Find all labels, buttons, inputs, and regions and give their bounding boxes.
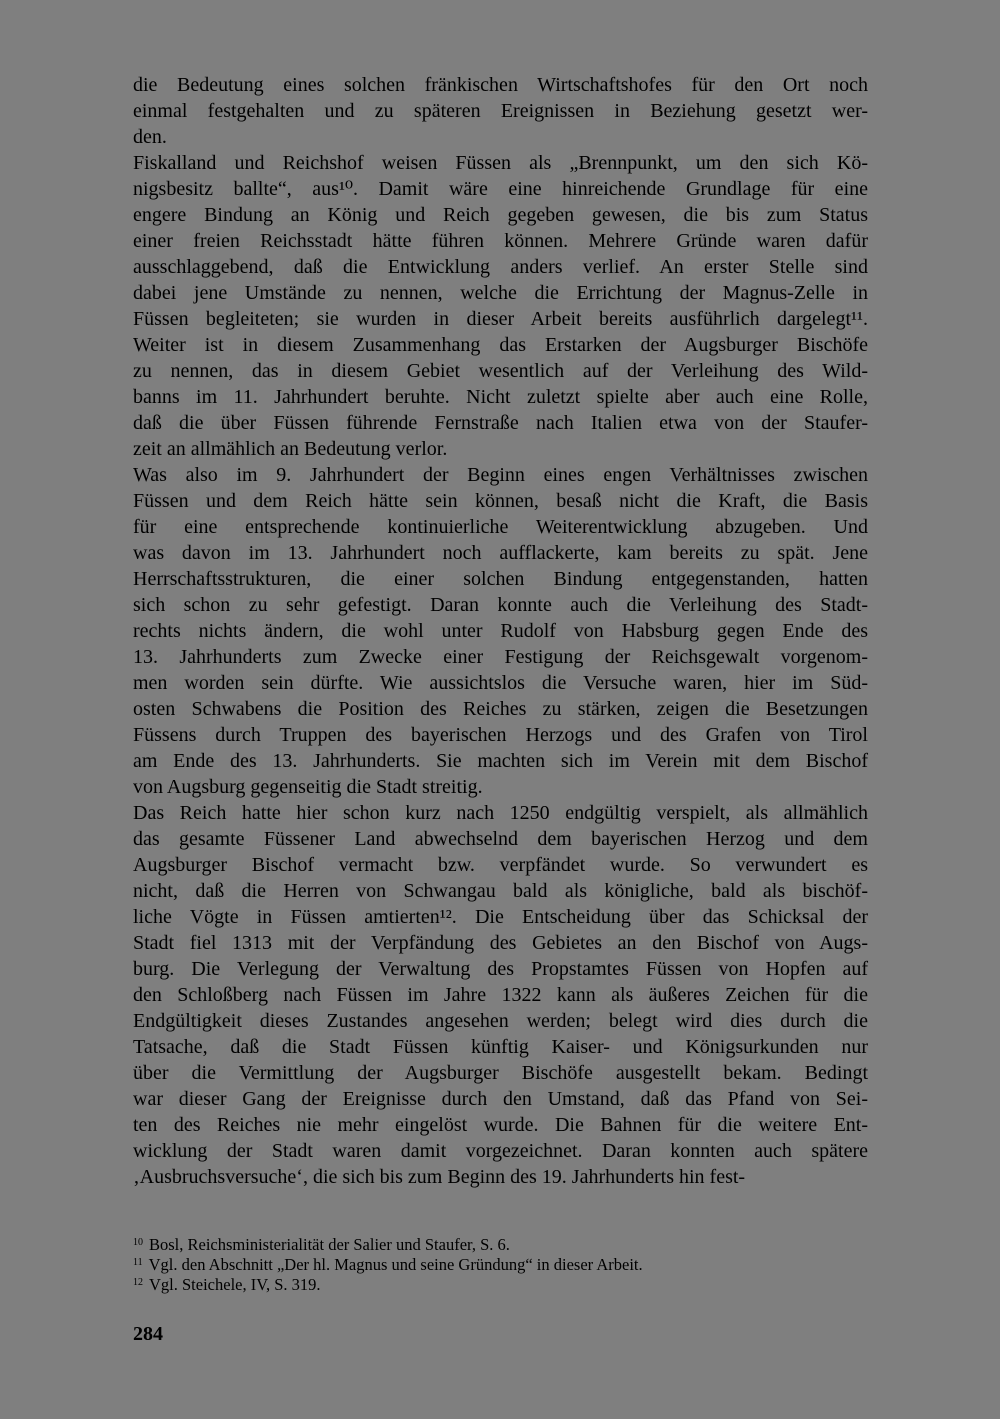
footnote-text: Vgl. Steichele, IV, S. 319. bbox=[149, 1275, 321, 1294]
text-line: osten Schwabens die Position des Reiches zu stärken, zeigen die Besetzungen bbox=[133, 698, 868, 720]
footnote-text: Vgl. den Abschnitt „Der hl. Magnus und seine Gründung“ in dieser Arbeit. bbox=[148, 1255, 643, 1274]
text-line: von Augsburg gegenseitig die Stadt streitig. bbox=[133, 776, 483, 798]
footnote-number: 10 bbox=[133, 1237, 143, 1248]
text-line: die Bedeutung eines solchen fränkischen Wirtschaftshofes für den Ort noch bbox=[133, 74, 868, 96]
text-line: Weiter ist in diesem Zusammenhang das Erstarken der Augsburger Bischöfe bbox=[133, 334, 868, 356]
text-line: 13. Jahrhunderts zum Zwecke einer Festigung der Reichsgewalt vorgenom- bbox=[133, 646, 868, 668]
text-line: Das Reich hatte hier schon kurz nach 1250 endgültig verspielt, als allmählich bbox=[133, 802, 868, 824]
text-line: Fiskalland und Reichshof weisen Füssen als „Brennpunkt, um den sich Kö- bbox=[133, 152, 868, 174]
text-line: zeit an allmählich an Bedeutung verlor. bbox=[133, 438, 448, 460]
text-line: Füssen begleiteten; sie wurden in dieser Arbeit bereits ausführlich dargelegt¹¹. bbox=[133, 308, 868, 330]
footnote bbox=[133, 1233, 868, 1253]
text-line: Füssen und dem Reich hätte sein können, besaß nicht die Kraft, die Basis bbox=[133, 490, 868, 512]
text-line: daß die über Füssen führende Fernstraße nach Italien etwa von der Staufer- bbox=[133, 412, 868, 434]
text-line: ausschlaggebend, daß die Entwicklung anders verlief. An erster Stelle sind bbox=[133, 256, 868, 278]
text-line: einer freien Reichsstadt hätte führen können. Mehrere Gründe waren dafür bbox=[133, 230, 868, 252]
text-line: banns im 11. Jahrhundert beruhte. Nicht zuletzt spielte aber auch eine Rolle, bbox=[133, 386, 868, 408]
footnote-number: 11 bbox=[133, 1257, 143, 1268]
text-line: rechts nichts ändern, die wohl unter Rudolf von Habsburg gegen Ende des bbox=[133, 620, 868, 642]
text-line: men worden sein dürfte. Wie aussichtslos die Versuche waren, hier im Süd- bbox=[133, 672, 868, 694]
text-line: ten des Reiches nie mehr eingelöst wurde. Die Bahnen für die weitere Ent- bbox=[133, 1114, 868, 1136]
footnote bbox=[133, 1253, 868, 1273]
text-line: Was also im 9. Jahrhundert der Beginn eines engen Verhältnisses zwischen bbox=[133, 464, 868, 486]
text-line: den. bbox=[133, 126, 167, 148]
text-line: Stadt fiel 1313 mit der Verpfändung des Gebietes an den Bischof von Augs- bbox=[133, 932, 868, 954]
text-line: Tatsache, daß die Stadt Füssen künftig Kaiser- und Königsurkunden nur bbox=[133, 1036, 868, 1058]
text-line: dabei jene Umstände zu nennen, welche die Errichtung der Magnus-Zelle in bbox=[133, 282, 868, 304]
text-line: engere Bindung an König und Reich gegeben gewesen, die bis zum Status bbox=[133, 204, 868, 226]
text-line: Endgültigkeit dieses Zustandes angesehen werden; belegt wird dies durch die bbox=[133, 1010, 868, 1032]
text-line: sich schon zu sehr gefestigt. Daran konnte auch die Verleihung des Stadt- bbox=[133, 594, 868, 616]
text-line: das gesamte Füssener Land abwechselnd dem bayerischen Herzog und dem bbox=[133, 828, 868, 850]
page-number: 284 bbox=[133, 1323, 163, 1345]
text-line: was davon im 13. Jahrhundert noch aufflackerte, kam bereits zu spät. Jene bbox=[133, 542, 868, 564]
text-line: für eine entsprechende kontinuierliche Weiterentwicklung abzugeben. Und bbox=[133, 516, 868, 538]
footnote bbox=[133, 1273, 868, 1293]
text-line: am Ende des 13. Jahrhunderts. Sie machten sich im Verein mit dem Bischof bbox=[133, 750, 868, 772]
text-line: nigsbesitz ballte“, aus¹⁰. Damit wäre eine hinreichende Grundlage für eine bbox=[133, 178, 868, 200]
text-line: war dieser Gang der Ereignisse durch den Umstand, daß das Pfand von Sei- bbox=[133, 1088, 868, 1110]
text-line: Herrschaftsstrukturen, die einer solchen Bindung entgegenstanden, hatten bbox=[133, 568, 868, 590]
text-line: wicklung der Stadt waren damit vorgezeichnet. Daran konnten auch spätere bbox=[133, 1140, 868, 1162]
text-line: nicht, daß die Herren von Schwangau bald als königliche, bald als bischöf- bbox=[133, 880, 868, 902]
footnote-number: 12 bbox=[133, 1277, 143, 1288]
text-line: einmal festgehalten und zu späteren Ereignissen in Beziehung gesetzt wer- bbox=[133, 100, 868, 122]
text-line: ‚Ausbruchsversuche‘, die sich bis zum Beginn des 19. Jahrhunderts hin fest- bbox=[133, 1166, 746, 1188]
footnotes bbox=[133, 1233, 868, 1293]
text-line: den Schloßberg nach Füssen im Jahre 1322 kann als äußeres Zeichen für die bbox=[133, 984, 868, 1006]
text-line: liche Vögte in Füssen amtierten¹². Die Entscheidung über das Schicksal der bbox=[133, 906, 868, 928]
text-line: burg. Die Verlegung der Verwaltung des Propstamtes Füssen von Hopfen auf bbox=[133, 958, 868, 980]
text-line: Augsburger Bischof vermacht bzw. verpfändet wurde. So verwundert es bbox=[133, 854, 868, 876]
text-line: über die Vermittlung der Augsburger Bischöfe ausgestellt bekam. Bedingt bbox=[133, 1062, 868, 1084]
text-line: zu nennen, das in diesem Gebiet wesentlich auf der Verleihung des Wild- bbox=[133, 360, 868, 382]
footnote-text: Bosl, Reichsministerialität der Salier und Staufer, S. 6. bbox=[149, 1235, 510, 1254]
text-line: Füssens durch Truppen des bayerischen Herzogs und des Grafen von Tirol bbox=[133, 724, 868, 746]
body-text bbox=[133, 72, 868, 1190]
